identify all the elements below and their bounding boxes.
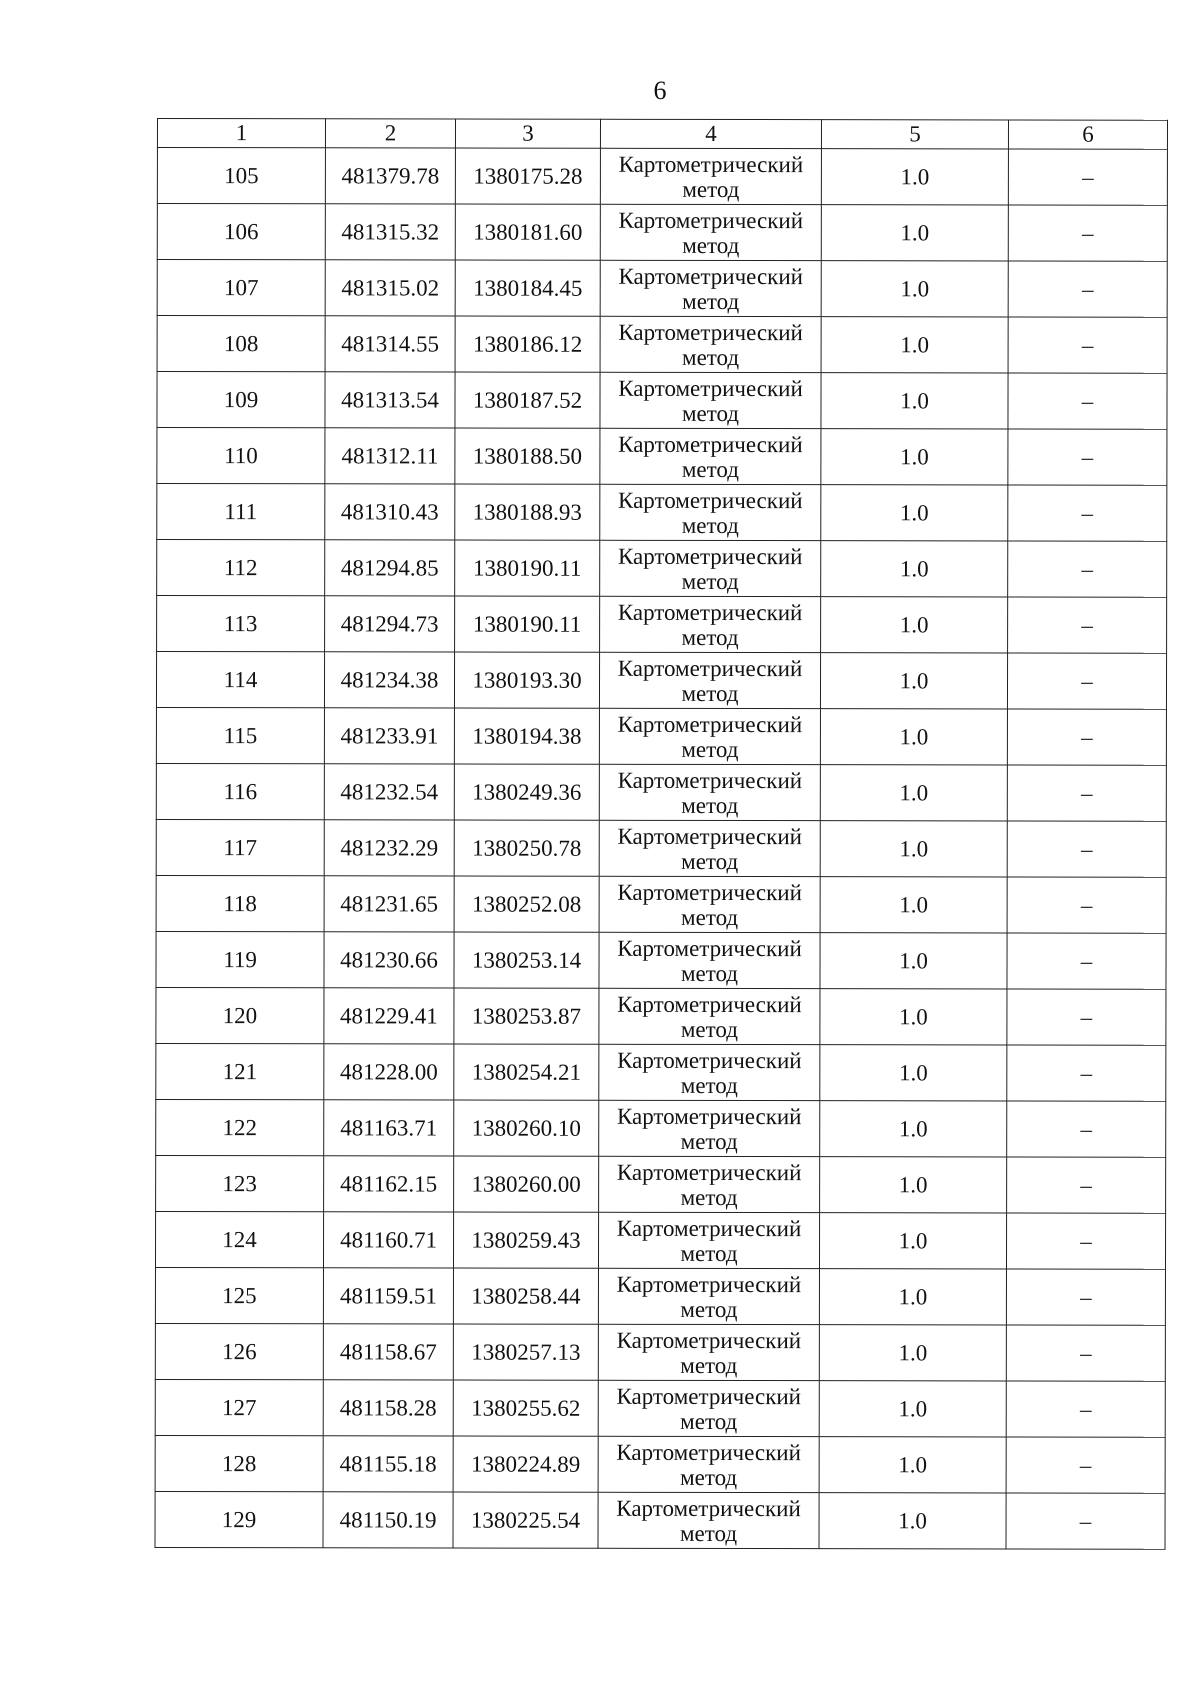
point-number-cell: 113 bbox=[157, 596, 325, 652]
y-coordinate-cell: 1380249.36 bbox=[454, 764, 599, 820]
point-number-cell: 108 bbox=[157, 316, 325, 372]
y-coordinate-cell: 1380224.89 bbox=[453, 1436, 598, 1492]
y-coordinate-cell: 1380188.50 bbox=[455, 428, 600, 484]
method-cell: Картометрический метод bbox=[598, 1492, 819, 1548]
x-coordinate-cell: 481159.51 bbox=[323, 1268, 453, 1324]
point-number-cell: 121 bbox=[156, 1043, 324, 1099]
table-row bbox=[156, 1099, 1166, 1157]
method-cell: Картометрический метод bbox=[598, 1268, 819, 1324]
method-cell: Картометрический метод bbox=[600, 372, 821, 428]
method-cell: Картометрический метод bbox=[599, 708, 820, 764]
point-number-cell: 116 bbox=[156, 763, 324, 819]
note-cell: – bbox=[1006, 1213, 1165, 1269]
y-coordinate-cell: 1380252.08 bbox=[454, 876, 599, 932]
table-row bbox=[155, 1211, 1165, 1269]
x-coordinate-cell: 481232.29 bbox=[324, 820, 454, 876]
y-coordinate-cell: 1380253.14 bbox=[454, 932, 599, 988]
y-coordinate-cell: 1380259.43 bbox=[453, 1212, 598, 1268]
y-coordinate-cell: 1380175.28 bbox=[455, 148, 600, 204]
note-cell: – bbox=[1007, 989, 1166, 1045]
note-cell: – bbox=[1008, 541, 1167, 597]
method-cell: Картометрический метод bbox=[599, 820, 820, 876]
table-header bbox=[157, 119, 1167, 150]
y-coordinate-cell: 1380190.11 bbox=[455, 540, 600, 596]
method-cell: Картометрический метод bbox=[600, 148, 821, 204]
note-cell: – bbox=[1007, 933, 1166, 989]
table-row bbox=[157, 372, 1167, 430]
accuracy-cell: 1.0 bbox=[821, 541, 1008, 597]
table-row bbox=[155, 1323, 1165, 1381]
table-row bbox=[157, 596, 1167, 654]
accuracy-cell: 1.0 bbox=[819, 1325, 1006, 1381]
accuracy-cell: 1.0 bbox=[819, 1437, 1006, 1493]
point-number-cell: 112 bbox=[157, 540, 325, 596]
x-coordinate-cell: 481313.54 bbox=[325, 372, 455, 428]
y-coordinate-cell: 1380250.78 bbox=[454, 820, 599, 876]
table-row bbox=[157, 316, 1167, 374]
table-row bbox=[157, 260, 1167, 318]
y-coordinate-cell: 1380260.10 bbox=[454, 1100, 599, 1156]
y-coordinate-cell: 1380255.62 bbox=[453, 1380, 598, 1436]
accuracy-cell: 1.0 bbox=[820, 709, 1007, 765]
method-cell: Картометрический метод bbox=[599, 932, 820, 988]
note-cell: – bbox=[1008, 317, 1167, 373]
column-header: 1 bbox=[157, 119, 325, 148]
x-coordinate-cell: 481315.02 bbox=[325, 260, 455, 316]
x-coordinate-cell: 481294.73 bbox=[325, 596, 455, 652]
table-row bbox=[156, 652, 1166, 710]
point-number-cell: 106 bbox=[157, 204, 325, 260]
table-row bbox=[155, 1379, 1165, 1437]
table-row bbox=[156, 931, 1166, 989]
point-number-cell: 118 bbox=[156, 875, 324, 931]
y-coordinate-cell: 1380225.54 bbox=[453, 1492, 598, 1548]
y-coordinate-cell: 1380254.21 bbox=[454, 1044, 599, 1100]
point-number-cell: 125 bbox=[155, 1267, 323, 1323]
y-coordinate-cell: 1380181.60 bbox=[455, 204, 600, 260]
note-cell: – bbox=[1008, 429, 1167, 485]
note-cell: – bbox=[1008, 373, 1167, 429]
column-header: 5 bbox=[821, 120, 1008, 149]
x-coordinate-cell: 481229.41 bbox=[324, 988, 454, 1044]
point-number-cell: 126 bbox=[155, 1323, 323, 1379]
point-number-cell: 115 bbox=[156, 708, 324, 764]
y-coordinate-cell: 1380257.13 bbox=[453, 1324, 598, 1380]
x-coordinate-cell: 481228.00 bbox=[324, 1044, 454, 1100]
accuracy-cell: 1.0 bbox=[820, 989, 1007, 1045]
note-cell: – bbox=[1006, 1381, 1165, 1437]
table-row bbox=[156, 875, 1166, 933]
accuracy-cell: 1.0 bbox=[820, 1101, 1007, 1157]
x-coordinate-cell: 481162.15 bbox=[324, 1156, 454, 1212]
accuracy-cell: 1.0 bbox=[820, 933, 1007, 989]
accuracy-cell: 1.0 bbox=[821, 149, 1008, 205]
point-number-cell: 124 bbox=[155, 1211, 323, 1267]
x-coordinate-cell: 481150.19 bbox=[323, 1492, 453, 1548]
x-coordinate-cell: 481233.91 bbox=[324, 708, 454, 764]
method-cell: Картометрический метод bbox=[598, 1324, 819, 1380]
header-row bbox=[157, 119, 1167, 150]
x-coordinate-cell: 481160.71 bbox=[323, 1212, 453, 1268]
point-number-cell: 114 bbox=[156, 652, 324, 708]
x-coordinate-cell: 481232.54 bbox=[324, 764, 454, 820]
x-coordinate-cell: 481312.11 bbox=[325, 428, 455, 484]
accuracy-cell: 1.0 bbox=[821, 261, 1008, 317]
note-cell: – bbox=[1008, 205, 1167, 261]
x-coordinate-cell: 481158.67 bbox=[323, 1324, 453, 1380]
x-coordinate-cell: 481230.66 bbox=[324, 932, 454, 988]
table-row bbox=[156, 987, 1166, 1045]
table-row bbox=[155, 1435, 1165, 1493]
method-cell: Картометрический метод bbox=[599, 1156, 820, 1212]
table-row bbox=[157, 428, 1167, 486]
accuracy-cell: 1.0 bbox=[821, 429, 1008, 485]
y-coordinate-cell: 1380186.12 bbox=[455, 316, 600, 372]
point-number-cell: 128 bbox=[155, 1435, 323, 1491]
method-cell: Картометрический метод bbox=[598, 1212, 819, 1268]
accuracy-cell: 1.0 bbox=[819, 1213, 1006, 1269]
note-cell: – bbox=[1008, 597, 1167, 653]
y-coordinate-cell: 1380253.87 bbox=[454, 988, 599, 1044]
accuracy-cell: 1.0 bbox=[820, 1157, 1007, 1213]
note-cell: – bbox=[1008, 149, 1167, 205]
point-number-cell: 110 bbox=[157, 428, 325, 484]
table-row bbox=[157, 540, 1167, 598]
method-cell: Картометрический метод bbox=[600, 484, 821, 540]
accuracy-cell: 1.0 bbox=[820, 821, 1007, 877]
point-number-cell: 123 bbox=[156, 1155, 324, 1211]
table-row bbox=[156, 819, 1166, 877]
method-cell: Картометрический метод bbox=[600, 204, 821, 260]
method-cell: Картометрический метод bbox=[600, 260, 821, 316]
note-cell: – bbox=[1006, 1269, 1165, 1325]
table-row bbox=[157, 148, 1167, 206]
column-header: 2 bbox=[325, 119, 455, 148]
x-coordinate-cell: 481158.28 bbox=[323, 1380, 453, 1436]
method-cell: Картометрический метод bbox=[599, 1100, 820, 1156]
point-number-cell: 122 bbox=[156, 1099, 324, 1155]
accuracy-cell: 1.0 bbox=[821, 205, 1008, 261]
point-number-cell: 111 bbox=[157, 484, 325, 540]
point-number-cell: 105 bbox=[157, 148, 325, 204]
table-row bbox=[156, 763, 1166, 821]
y-coordinate-cell: 1380190.11 bbox=[455, 596, 600, 652]
note-cell: – bbox=[1006, 1493, 1165, 1549]
column-header: 4 bbox=[600, 119, 821, 148]
y-coordinate-cell: 1380184.45 bbox=[455, 260, 600, 316]
x-coordinate-cell: 481314.55 bbox=[325, 316, 455, 372]
x-coordinate-cell: 481155.18 bbox=[323, 1436, 453, 1492]
table-row bbox=[157, 484, 1167, 542]
note-cell: – bbox=[1006, 1325, 1165, 1381]
note-cell: – bbox=[1007, 765, 1166, 821]
note-cell: – bbox=[1007, 1157, 1166, 1213]
method-cell: Картометрический метод bbox=[599, 876, 820, 932]
note-cell: – bbox=[1007, 877, 1166, 933]
method-cell: Картометрический метод bbox=[600, 596, 821, 652]
note-cell: – bbox=[1007, 709, 1166, 765]
x-coordinate-cell: 481163.71 bbox=[324, 1100, 454, 1156]
y-coordinate-cell: 1380258.44 bbox=[453, 1268, 598, 1324]
y-coordinate-cell: 1380188.93 bbox=[455, 484, 600, 540]
note-cell: – bbox=[1007, 653, 1166, 709]
accuracy-cell: 1.0 bbox=[819, 1381, 1006, 1437]
note-cell: – bbox=[1006, 1437, 1165, 1493]
x-coordinate-cell: 481294.85 bbox=[325, 540, 455, 596]
accuracy-cell: 1.0 bbox=[820, 653, 1007, 709]
method-cell: Картометрический метод bbox=[599, 764, 820, 820]
table-row bbox=[157, 204, 1167, 262]
note-cell: – bbox=[1007, 1101, 1166, 1157]
point-number-cell: 109 bbox=[157, 372, 325, 428]
x-coordinate-cell: 481379.78 bbox=[325, 148, 455, 204]
method-cell: Картометрический метод bbox=[599, 988, 820, 1044]
point-number-cell: 120 bbox=[156, 987, 324, 1043]
accuracy-cell: 1.0 bbox=[820, 765, 1007, 821]
accuracy-cell: 1.0 bbox=[819, 1269, 1006, 1325]
table-row bbox=[156, 1043, 1166, 1101]
note-cell: – bbox=[1007, 821, 1166, 877]
table-row bbox=[156, 708, 1166, 766]
column-header: 3 bbox=[455, 119, 600, 148]
note-cell: – bbox=[1007, 1045, 1166, 1101]
coordinates-table bbox=[155, 118, 1168, 1550]
column-header: 6 bbox=[1008, 120, 1167, 149]
point-number-cell: 119 bbox=[156, 931, 324, 987]
table-row bbox=[156, 1155, 1166, 1213]
x-coordinate-cell: 481234.38 bbox=[324, 652, 454, 708]
x-coordinate-cell: 481310.43 bbox=[325, 484, 455, 540]
accuracy-cell: 1.0 bbox=[821, 317, 1008, 373]
x-coordinate-cell: 481315.32 bbox=[325, 204, 455, 260]
method-cell: Картометрический метод bbox=[600, 428, 821, 484]
y-coordinate-cell: 1380193.30 bbox=[454, 652, 599, 708]
point-number-cell: 129 bbox=[155, 1491, 323, 1547]
note-cell: – bbox=[1008, 261, 1167, 317]
note-cell: – bbox=[1008, 485, 1167, 541]
accuracy-cell: 1.0 bbox=[819, 1493, 1006, 1549]
table-row bbox=[155, 1267, 1165, 1325]
accuracy-cell: 1.0 bbox=[820, 877, 1007, 933]
method-cell: Картометрический метод bbox=[598, 1380, 819, 1436]
point-number-cell: 107 bbox=[157, 260, 325, 316]
point-number-cell: 127 bbox=[155, 1379, 323, 1435]
method-cell: Картометрический метод bbox=[600, 540, 821, 596]
method-cell: Картометрический метод bbox=[599, 652, 820, 708]
accuracy-cell: 1.0 bbox=[821, 373, 1008, 429]
accuracy-cell: 1.0 bbox=[820, 1045, 1007, 1101]
x-coordinate-cell: 481231.65 bbox=[324, 876, 454, 932]
point-number-cell: 117 bbox=[156, 819, 324, 875]
y-coordinate-cell: 1380187.52 bbox=[455, 372, 600, 428]
accuracy-cell: 1.0 bbox=[821, 597, 1008, 653]
table-row bbox=[155, 1491, 1165, 1549]
method-cell: Картометрический метод bbox=[600, 316, 821, 372]
table-body bbox=[155, 148, 1167, 1550]
accuracy-cell: 1.0 bbox=[821, 485, 1008, 541]
page-number: 6 bbox=[653, 76, 667, 105]
y-coordinate-cell: 1380194.38 bbox=[454, 708, 599, 764]
method-cell: Картометрический метод bbox=[598, 1436, 819, 1492]
method-cell: Картометрический метод bbox=[599, 1044, 820, 1100]
y-coordinate-cell: 1380260.00 bbox=[454, 1156, 599, 1212]
